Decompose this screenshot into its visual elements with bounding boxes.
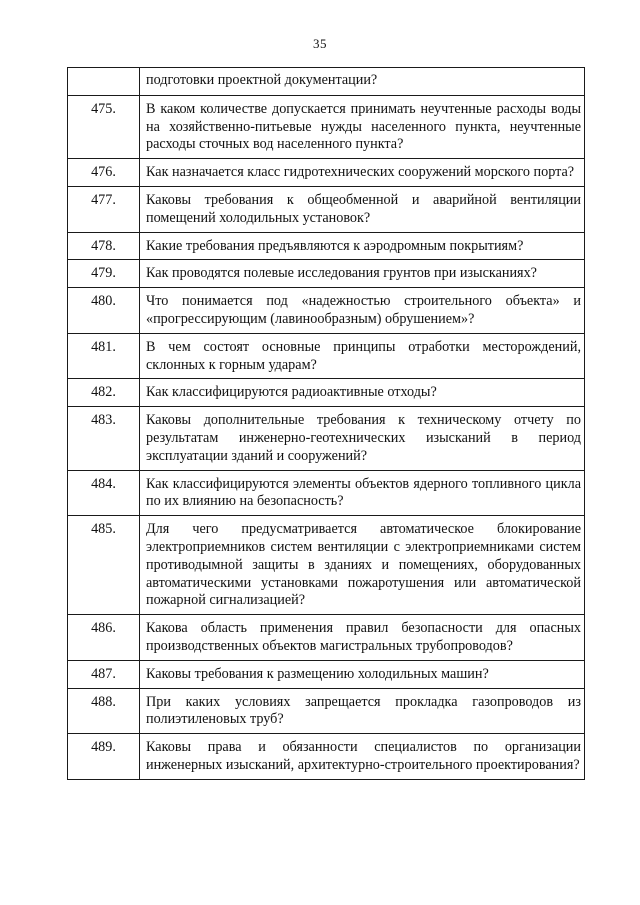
question-text: Как назначается класс гидротехнических сооружений морского порта? — [140, 159, 585, 187]
question-text: Каковы требования к размещению холодильных машин? — [140, 660, 585, 688]
page-number: 35 — [313, 36, 327, 51]
table-row — [68, 288, 585, 334]
table-row — [68, 260, 585, 288]
question-number — [68, 68, 140, 96]
question-number: 488. — [68, 688, 140, 734]
question-text: подготовки проектной документации? — [140, 68, 585, 96]
question-text: Каковы дополнительные требования к техническому отчету по результатам инженерно-геотехнических изысканий в период эксплуатации зданий и сооружений? — [140, 407, 585, 470]
table-row — [68, 615, 585, 661]
question-text: Какова область применения правил безопасности для опасных производственных объектов магистральных трубопроводов? — [140, 615, 585, 661]
question-number: 476. — [68, 159, 140, 187]
question-text: Что понимается под «надежностью строительного объекта» и «прогрессирующим (лавинообразным) обрушением»? — [140, 288, 585, 334]
question-number: 478. — [68, 232, 140, 260]
table-row — [68, 516, 585, 615]
table-row — [68, 470, 585, 516]
question-text: В чем состоят основные принципы отработки месторождений, склонных к горным ударам? — [140, 333, 585, 379]
questions-table — [67, 67, 585, 780]
question-number: 479. — [68, 260, 140, 288]
question-text: Как классифицируются элементы объектов ядерного топливного цикла по их влиянию на безопасность? — [140, 470, 585, 516]
table-row — [68, 734, 585, 780]
question-number: 475. — [68, 95, 140, 158]
table-row — [68, 68, 585, 96]
question-text: Какие требования предъявляются к аэродромным покрытиям? — [140, 232, 585, 260]
question-number: 482. — [68, 379, 140, 407]
question-text: При каких условиях запрещается прокладка газопроводов из полиэтиленовых труб? — [140, 688, 585, 734]
table-row — [68, 407, 585, 470]
question-text: В каком количестве допускается принимать неучтенные расходы воды на хозяйственно-питьевые нужды населенного пункта, неучтенные расходы сточных вод населенного пункта? — [140, 95, 585, 158]
question-text: Для чего предусматривается автоматическое блокирование электроприемников систем вентиляции с электроприемниками систем противодымной защиты в зданиях и помещениях, оборудованных автоматическими установками пожаротушения или автоматической пожарной сигнализацией? — [140, 516, 585, 615]
question-number: 487. — [68, 660, 140, 688]
question-number: 480. — [68, 288, 140, 334]
question-text: Как классифицируются радиоактивные отходы? — [140, 379, 585, 407]
question-number: 485. — [68, 516, 140, 615]
question-number: 483. — [68, 407, 140, 470]
question-number: 477. — [68, 186, 140, 232]
question-number: 486. — [68, 615, 140, 661]
question-text: Каковы права и обязанности специалистов по организации инженерных изысканий, архитектурно-строительного проектирования? — [140, 734, 585, 780]
table-row — [68, 379, 585, 407]
table-row — [68, 95, 585, 158]
question-text: Как проводятся полевые исследования грунтов при изысканиях? — [140, 260, 585, 288]
table-row — [68, 333, 585, 379]
table-row — [68, 660, 585, 688]
question-number: 489. — [68, 734, 140, 780]
table-row — [68, 232, 585, 260]
table-row — [68, 186, 585, 232]
question-text: Каковы требования к общеобменной и аварийной вентиляции помещений холодильных установок? — [140, 186, 585, 232]
table-row — [68, 159, 585, 187]
question-number: 484. — [68, 470, 140, 516]
question-number: 481. — [68, 333, 140, 379]
table-row — [68, 688, 585, 734]
